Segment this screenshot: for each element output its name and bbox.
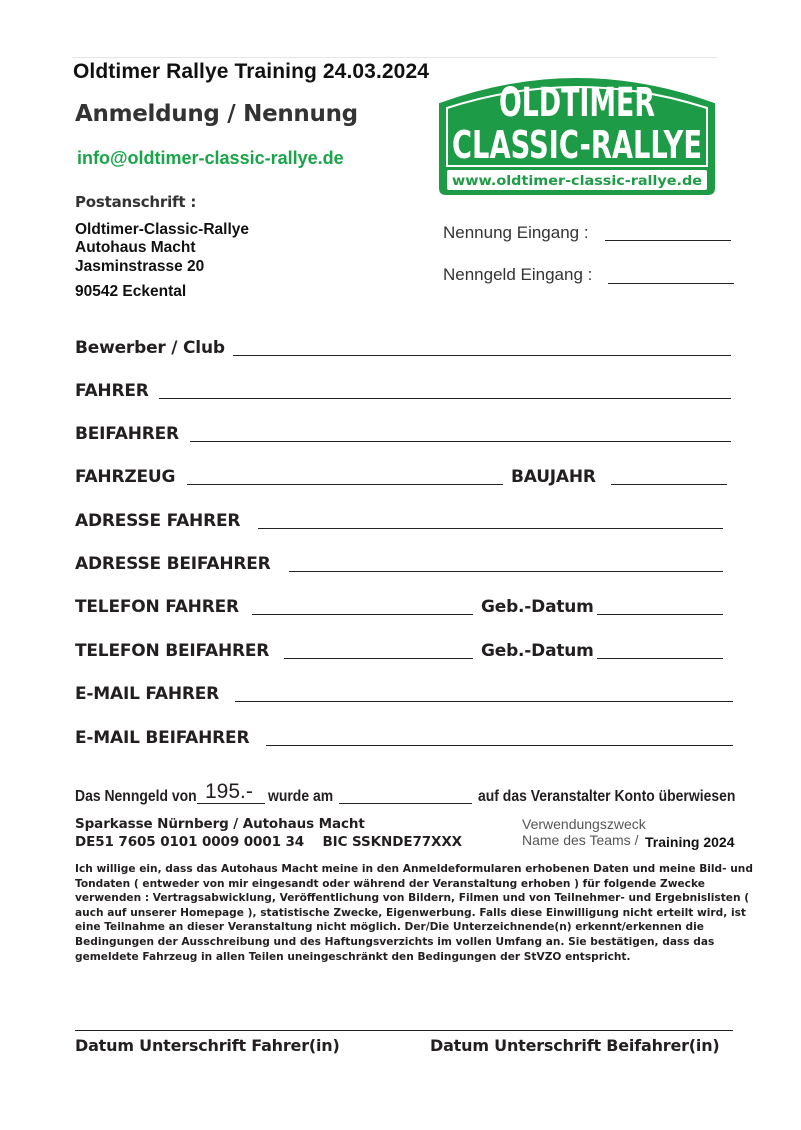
- postal-line-2: Autohaus Macht: [75, 239, 196, 256]
- postal-line-3: Jasminstrasse 20: [75, 258, 205, 275]
- form-subtitle: Anmeldung / Nennung: [75, 101, 358, 127]
- team-name-value: Training 2024: [645, 834, 735, 850]
- bank-iban-bic: DE51 7605 0101 0009 0001 34 BIC SSKNDE77XXX: [75, 834, 462, 850]
- nenngeld-amount: 195.-: [205, 780, 253, 803]
- team-name-label: Name des Teams /: [522, 832, 639, 848]
- postal-line-4: 90542 Eckental: [75, 283, 187, 300]
- fahrzeug-label: FAHRZEUG: [75, 467, 176, 487]
- nenngeld-eingang-field[interactable]: [608, 283, 734, 284]
- baujahr-field[interactable]: [611, 484, 727, 485]
- nenngeld-eingang-label: Nenngeld Eingang :: [443, 265, 593, 284]
- telefon-fahrer-field[interactable]: [252, 614, 473, 615]
- email-fahrer-label: E-MAIL FAHRER: [75, 684, 220, 704]
- logo-line-2: CLASSIC-RALLYE: [452, 123, 702, 167]
- nenngeld-text-2: wurde am: [268, 788, 334, 805]
- signature-fahrer-label: Datum Unterschrift Fahrer(in): [75, 1036, 340, 1055]
- page-title: Oldtimer Rallye Training 24.03.2024: [73, 60, 429, 83]
- adresse-fahrer-field[interactable]: [258, 528, 723, 529]
- fahrzeug-field[interactable]: [187, 484, 503, 485]
- nenngeld-text-1: Das Nenngeld von: [75, 788, 197, 805]
- telefon-beifahrer-label: TELEFON BEIFAHRER: [75, 641, 270, 661]
- telefon-fahrer-label: TELEFON FAHRER: [75, 597, 239, 617]
- logo-url: www.oldtimer-classic-rallye.de: [452, 174, 703, 189]
- rally-logo: [436, 60, 718, 196]
- geb-datum-fahrer-label: Geb.-Datum: [481, 597, 594, 617]
- email-fahrer-field[interactable]: [235, 701, 733, 702]
- adresse-beifahrer-field[interactable]: [289, 571, 723, 572]
- beifahrer-field[interactable]: [190, 441, 731, 442]
- contact-email-link[interactable]: info@oldtimer-classic-rallye.de: [77, 148, 344, 168]
- geb-datum-fahrer-field[interactable]: [597, 614, 723, 615]
- purpose-label: Verwendungszweck: [522, 816, 646, 832]
- fahrer-label: FAHRER: [75, 381, 149, 401]
- fahrer-field[interactable]: [159, 398, 731, 399]
- nennung-eingang-label: Nennung Eingang :: [443, 223, 589, 242]
- geb-datum-beifahrer-field[interactable]: [597, 658, 723, 659]
- nenngeld-text-3: auf das Veranstalter Konto überwiesen: [478, 788, 736, 805]
- adresse-fahrer-label: ADRESSE FAHRER: [75, 511, 241, 531]
- baujahr-label: BAUJAHR: [511, 467, 596, 487]
- adresse-beifahrer-label: ADRESSE BEIFAHRER: [75, 554, 271, 574]
- postal-label: Postanschrift :: [75, 193, 197, 211]
- postal-line-1: Oldtimer-Classic-Rallye: [75, 221, 250, 238]
- consent-text: Ich willige ein, dass das Autohaus Macht meine in den Anmeldeformularen erhobenen Daten und meine Bild- und Tondaten ( entweder von mir eingesandt oder während der Veranstaltung erhoben ) für folgende Zwecke verwenden : Vertragsabwicklung, Veröffentlichung von Bildern, Filmen und von Teilnehmer- und Ergebnislisten ( auch auf unserer Homepage ), statistische Zwecke, Eigenwerbung. Falls diese Einwilligung nicht erteilt wird, ist eine Teilnahme an dieser Veranstaltung nicht möglich. Der/Die Unterzeichnende(n) erkennt/erkennen die Bedingungen der Ausschreibung und des Haftungsverzichts im vollen Umfang an. Sie bestätigen, dass das gemeldete Fahrzeug in allen Teilen uneingeschränkt den Bedingungen der StVZO entspricht.: [75, 863, 753, 963]
- beifahrer-label: BEIFAHRER: [75, 424, 179, 444]
- email-beifahrer-label: E-MAIL BEIFAHRER: [75, 728, 250, 748]
- signature-beifahrer-label: Datum Unterschrift Beifahrer(in): [430, 1036, 720, 1055]
- top-divider: [72, 57, 718, 58]
- geb-datum-beifahrer-label: Geb.-Datum: [481, 641, 594, 661]
- nenngeld-amount-field[interactable]: [197, 803, 265, 804]
- bewerber-label: Bewerber / Club: [75, 338, 225, 358]
- bewerber-field[interactable]: [233, 355, 731, 356]
- email-beifahrer-field[interactable]: [266, 745, 733, 746]
- telefon-beifahrer-field[interactable]: [284, 658, 473, 659]
- signature-line[interactable]: [75, 1030, 733, 1031]
- payment-date-field[interactable]: [339, 803, 472, 804]
- logo-line-1: OLDTIMER: [499, 80, 655, 126]
- bank-name: Sparkasse Nürnberg / Autohaus Macht: [75, 816, 365, 832]
- nennung-eingang-field[interactable]: [605, 240, 731, 241]
